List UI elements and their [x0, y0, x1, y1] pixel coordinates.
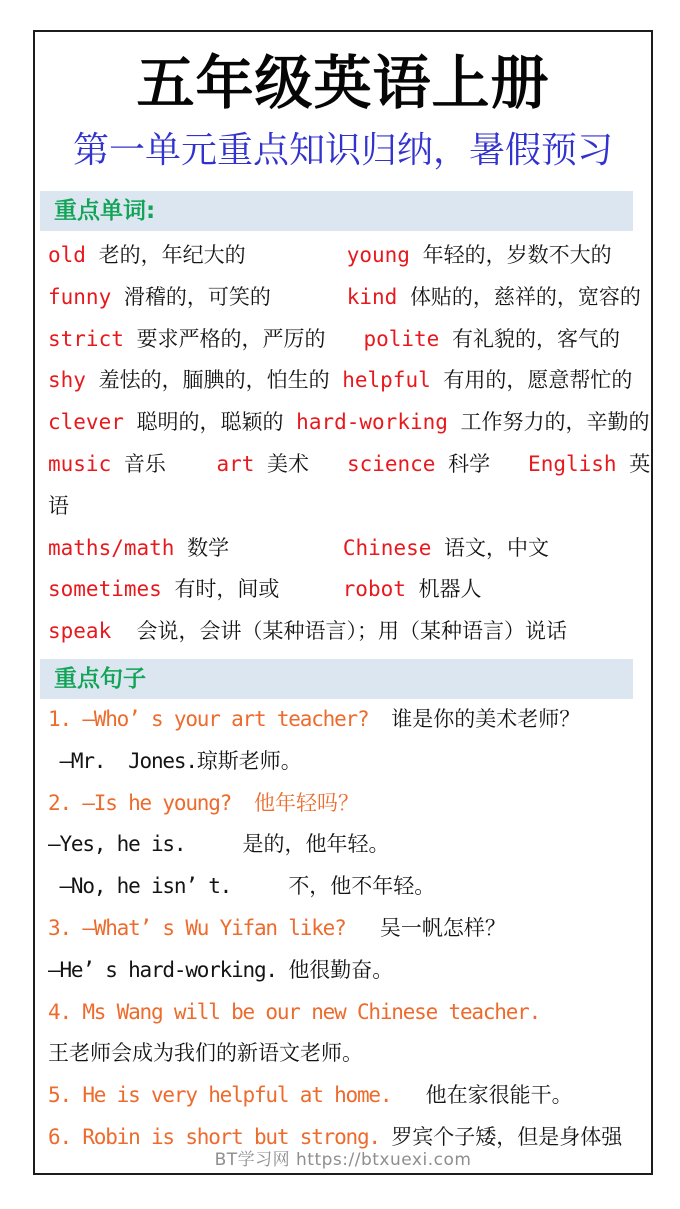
text-line — [48, 908, 651, 950]
text-segment: Chinese — [342, 535, 445, 560]
text-segment: 王老师会成为我们的新语文老师。 — [48, 1041, 363, 1066]
text-line — [48, 992, 651, 1034]
text-segment — [490, 452, 528, 476]
text-segment — [346, 916, 380, 940]
text-segment: art — [216, 451, 268, 476]
text-segment: 年轻的，岁数不大的 — [422, 243, 612, 267]
text-segment: 2. —Is he young? — [48, 790, 254, 815]
text-segment: 语文，中文 — [444, 535, 550, 560]
words-section-banner — [40, 191, 633, 231]
text-segment: polite — [363, 326, 452, 351]
text-segment — [391, 1083, 425, 1107]
text-segment: funny — [48, 284, 124, 309]
text-segment: 会说，会讲（某种语言）；用（某种语言）说话 — [136, 619, 568, 644]
text-segment: 吴一帆怎样？ — [379, 915, 506, 940]
text-segment: 他很勤奋。 — [288, 957, 394, 982]
text-line — [48, 360, 651, 402]
text-segment: 老的，年纪大的 — [98, 243, 246, 267]
text-segment: 琼斯老师。 — [196, 748, 302, 773]
text-segment: 聪明的，聪颖的 — [136, 410, 284, 435]
text-segment: music — [48, 451, 124, 476]
text-segment: old — [48, 243, 99, 267]
words-section-header: 重点单词: — [54, 198, 156, 224]
text-segment: helpful — [342, 368, 444, 393]
text-segment — [284, 410, 297, 434]
text-segment — [279, 577, 342, 601]
text-segment — [111, 619, 136, 643]
text-segment: 机器人 — [418, 577, 482, 602]
text-segment — [229, 536, 343, 560]
text-line — [48, 402, 651, 444]
text-segment: 数学 — [187, 535, 230, 560]
text-line — [48, 950, 651, 992]
text-segment: —He’ s hard-working. — [48, 957, 289, 982]
text-segment: shy — [48, 368, 99, 393]
text-segment: 他年轻吗？ — [253, 790, 359, 815]
text-segment: robot — [342, 577, 419, 602]
document-page — [33, 30, 653, 1175]
text-segment: —Mr. Jones. — [48, 748, 197, 773]
text-line — [48, 1075, 651, 1117]
text-segment: 5. He is very helpful at home. — [48, 1083, 392, 1108]
text-line — [48, 1033, 651, 1075]
word-list — [48, 235, 651, 653]
text-segment: 科学 — [448, 451, 491, 476]
text-segment: hard-working — [296, 410, 461, 435]
text-segment: English — [528, 451, 630, 476]
text-segment: 6. Robin is short but strong. — [48, 1124, 380, 1149]
text-segment: 音乐 — [123, 451, 166, 476]
text-segment: speak — [48, 619, 112, 644]
text-segment: 有时，间或 — [174, 577, 280, 602]
text-line — [48, 824, 651, 866]
text-line — [48, 569, 651, 611]
text-line — [48, 699, 651, 741]
text-segment: strict — [48, 326, 137, 351]
text-line — [48, 444, 651, 486]
text-segment: 美术 — [267, 451, 310, 476]
text-segment: young — [346, 243, 423, 267]
text-segment: 英 — [629, 451, 651, 476]
text-segment — [166, 452, 217, 476]
sentences-section-banner — [40, 659, 633, 699]
text-line — [48, 741, 651, 783]
text-segment: 谁是你的美术老师？ — [391, 706, 581, 731]
text-segment: 羞怯的，腼腆的，怕生的 — [98, 368, 330, 393]
text-segment: 滑稽的，可笑的 — [123, 284, 271, 309]
text-segment: 1. —Who’ s your art teacher? — [48, 706, 369, 731]
text-segment — [271, 285, 347, 309]
text-segment: 要求严格的，严厉的 — [136, 326, 326, 351]
text-line — [48, 528, 651, 570]
watermark-text: BT学习网 https://btxuexi.com — [214, 1150, 472, 1170]
text-line — [48, 611, 651, 653]
text-line — [48, 277, 651, 319]
text-segment: —Yes, he is. — [48, 832, 243, 857]
text-segment: maths/math — [48, 535, 188, 560]
text-segment — [309, 452, 347, 476]
text-segment — [330, 368, 343, 392]
page-title: 五年级英语上册 — [136, 51, 550, 116]
text-segment — [368, 707, 391, 731]
text-segment: clever — [48, 410, 137, 435]
text-segment: 罗宾个子矮，但是身体强 — [391, 1124, 623, 1149]
text-segment: 有用的，愿意帮忙的 — [443, 368, 633, 393]
text-line — [48, 783, 651, 825]
text-segment: 是的，他年轻。 — [242, 832, 390, 857]
text-segment: —No, he isn’ t. — [48, 874, 289, 899]
text-segment — [326, 327, 364, 351]
sentence-list — [48, 699, 651, 1159]
text-line — [48, 486, 651, 528]
text-segment: kind — [346, 284, 410, 309]
text-segment: 4. Ms Wang will be our new Chinese teacher. — [48, 999, 541, 1024]
text-segment: 工作努力的，辛勤的 — [460, 410, 650, 435]
text-line — [48, 235, 651, 277]
page-subtitle: 第一单元重点知识归纳，暑假预习 — [72, 130, 613, 170]
text-segment: 不，他不年轻。 — [288, 874, 436, 899]
sentences-section-header: 重点句子 — [54, 665, 146, 692]
text-line — [48, 866, 651, 908]
text-segment: 3. —What’ s Wu Yifan like? — [48, 915, 346, 940]
text-segment: science — [346, 451, 449, 476]
text-segment — [246, 243, 347, 267]
text-segment: 他在家很能干。 — [425, 1083, 573, 1108]
text-segment: 语 — [48, 493, 69, 518]
text-segment: 有礼貌的，客气的 — [451, 326, 620, 351]
text-segment: 体贴的，慈祥的，宽容的 — [409, 284, 641, 309]
text-segment: sometimes — [48, 577, 175, 602]
text-line — [48, 319, 651, 361]
